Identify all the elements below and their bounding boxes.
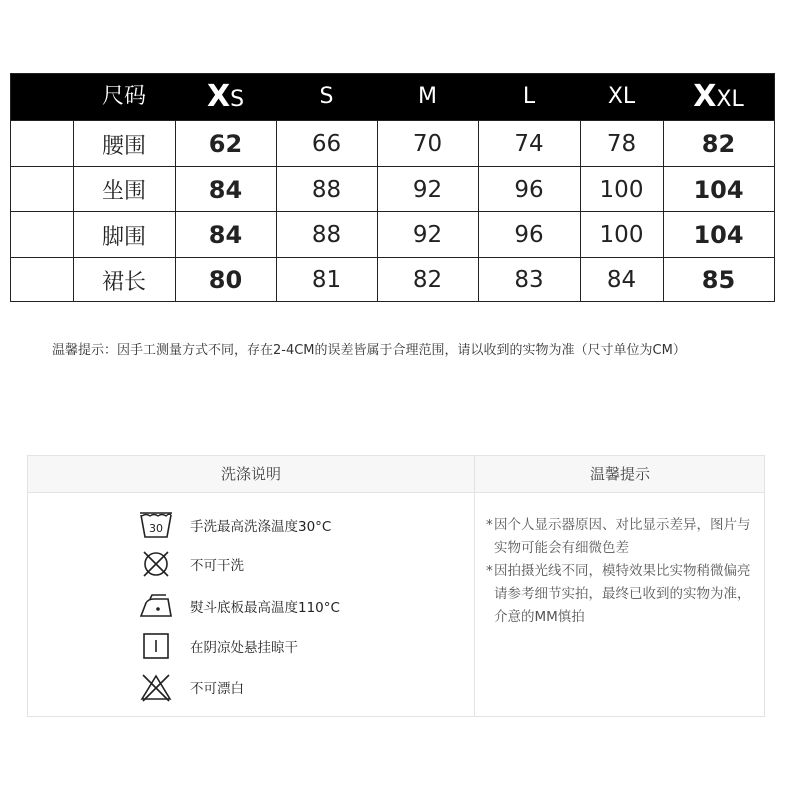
size-header-xxl-big: X — [693, 79, 717, 114]
table-cell: 78 — [606, 131, 637, 157]
tips-title: 温馨提示 — [589, 465, 650, 483]
table-cell: 62 — [208, 130, 243, 158]
wash-item-no-bleach — [138, 670, 244, 704]
size-header-xs-small: S — [230, 87, 245, 112]
size-row-waist — [11, 120, 774, 167]
care-panel — [27, 455, 765, 717]
grid-line — [276, 120, 277, 301]
table-cell: 100 — [599, 222, 644, 248]
size-header-xs-big: X — [206, 79, 231, 114]
size-row-hip — [11, 166, 774, 212]
grid-line — [663, 120, 664, 301]
table-cell: 70 — [412, 131, 443, 157]
care-panel-header — [28, 456, 764, 493]
table-cell: 88 — [311, 222, 342, 248]
size-header-m: M — [418, 84, 437, 109]
no-dry-clean-icon — [138, 548, 174, 580]
wash-item-text: 熨斗底板最高温度110°C — [190, 600, 340, 616]
table-cell: 83 — [514, 267, 544, 293]
measurement-note: 温馨提示：因手工测量方式不同，存在2-4CM的误差皆属于合理范围，请以收到的实物为准（尺寸单位为CM） — [52, 343, 686, 358]
wash-instructions-title: 洗涤说明 — [220, 465, 281, 483]
size-header-xxl-small: XL — [716, 87, 744, 112]
size-row-hem — [11, 211, 774, 258]
table-cell: 100 — [599, 176, 644, 203]
grid-line — [377, 120, 378, 301]
wash-item-text: 在阴凉处悬挂晾干 — [190, 640, 298, 656]
table-cell: 84 — [208, 175, 243, 204]
row-label: 腰围 — [101, 133, 146, 159]
table-cell: 66 — [311, 131, 342, 157]
table-cell: 92 — [412, 176, 443, 203]
tip-item — [486, 560, 758, 629]
hand-wash-30-icon — [138, 509, 174, 541]
table-cell: 88 — [311, 176, 342, 203]
size-table — [10, 73, 775, 302]
size-row-length — [11, 257, 774, 302]
wash-item-hand-wash — [138, 508, 331, 542]
size-header-xl: XL — [607, 84, 636, 109]
table-cell: 92 — [412, 222, 443, 248]
wash-item-iron — [138, 589, 340, 623]
grid-line — [73, 120, 74, 301]
tip-text: 因拍摄光线不同，模特效果比实物稍微偏亮请参考细节实拍，最终已收到的实物为准，介意的MM慎拍 — [494, 563, 751, 625]
tip-item — [486, 514, 758, 560]
row-label: 裙长 — [101, 269, 146, 295]
table-cell: 74 — [514, 131, 544, 157]
wash-item-no-dry-clean — [138, 547, 244, 581]
tip-bullet: * — [486, 563, 493, 579]
wash-item-text: 手洗最高洗涤温度30°C — [190, 519, 332, 535]
size-header-label: 尺码 — [101, 84, 146, 109]
table-cell: 104 — [693, 221, 744, 249]
grid-line — [175, 120, 176, 301]
tips-list — [486, 514, 758, 629]
table-cell: 81 — [311, 267, 342, 293]
size-table-header — [11, 74, 774, 120]
table-cell: 84 — [606, 267, 637, 293]
table-cell: 82 — [701, 130, 736, 158]
table-cell: 84 — [208, 221, 243, 249]
wash-item-text: 不可漂白 — [190, 681, 244, 697]
table-cell: 96 — [514, 222, 544, 248]
table-cell: 82 — [412, 267, 443, 293]
table-cell: 80 — [208, 266, 243, 294]
wash-item-text: 不可干洗 — [190, 558, 244, 574]
row-label: 坐围 — [101, 179, 146, 204]
no-bleach-icon — [138, 671, 174, 703]
table-cell: 85 — [701, 266, 736, 294]
grid-line — [478, 120, 479, 301]
size-header-l: L — [522, 84, 536, 109]
care-divider — [474, 456, 475, 716]
table-cell: 96 — [514, 176, 544, 203]
size-header-xs — [175, 74, 276, 120]
grid-line — [580, 120, 581, 301]
table-cell: 104 — [693, 175, 744, 204]
size-header-xxl — [663, 74, 774, 120]
tip-bullet: * — [486, 517, 493, 533]
line-dry-shade-icon — [138, 630, 174, 662]
svg-text:30: 30 — [149, 522, 163, 535]
iron-icon — [138, 590, 174, 622]
row-label: 脚围 — [101, 224, 146, 250]
wash-item-line-dry — [138, 629, 298, 663]
size-header-s: S — [319, 84, 334, 109]
tip-text: 因个人显示器原因、对比显示差异，图片与实物可能会有细微色差 — [494, 517, 751, 556]
